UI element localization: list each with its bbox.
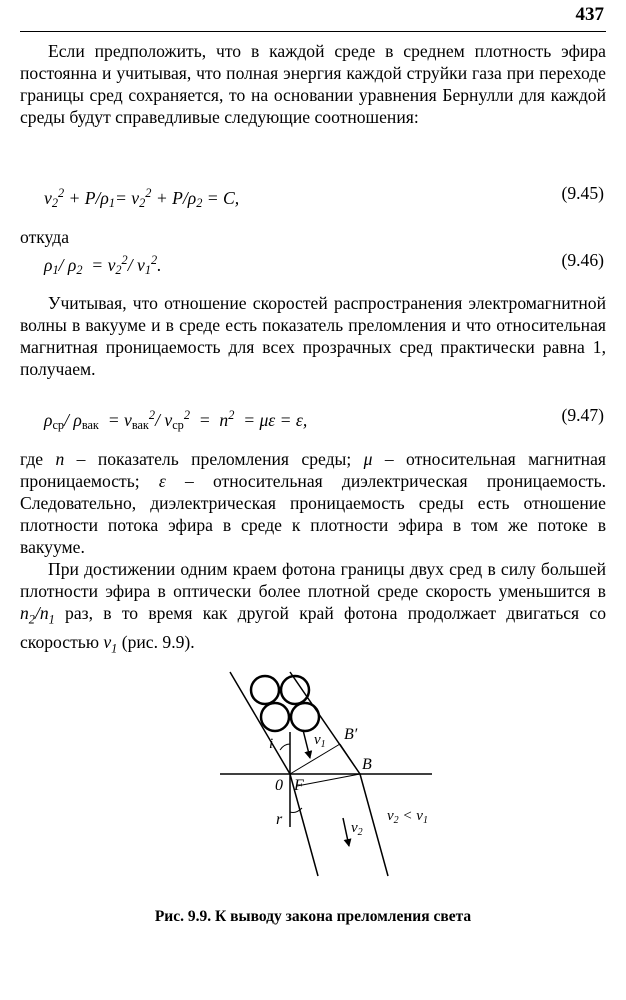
label-f: F [294,777,304,794]
paragraph-1: Если предположить, что в каждой среде в среднем плотность эфира постоянна и учитывая, что полная энергия каждой струйки газа при переходе границы сред сохраняется, то на основании уравнения Бернулли для каждой среды будут справедливые следующие соотношения: [20,41,606,127]
p3-symbol-eps: ε [158,471,166,491]
p4-ratio: $n_2/n_1$ [20,603,55,627]
label-v1: $v_1$ [314,732,326,750]
p3-text-2: – показатель преломления среды; [64,449,364,469]
equation-9-47-formula: $\rho_{ср}/$ $\rho_{вак} = v_{вак}^2/$ $v_{ср}^2 = n^2 = \mu\varepsilon = \varepsilon$, [44,408,308,432]
equation-9-45-number: (9.45) [561,183,604,203]
vortex-circle [291,703,319,731]
refracted-wavefront [297,774,360,786]
wavefront-line [290,744,340,774]
label-condition: $v_2 < v_1$ [387,808,428,826]
equation-9-45 [44,182,604,210]
equation-9-47 [44,404,604,432]
equation-9-46-formula: $\rho_1/$ $\rho_2 = v_2^2/$ $v_1^2$. [44,253,162,277]
vortex-circle [251,676,279,704]
header-rule [20,31,606,32]
refraction-diagram [200,662,460,892]
p4-text-1: При достижении одним краем фотона границы двух сред в силу большей плотности эфира в оптически более плотной среде скорость уменьшится в [20,559,606,601]
paragraph-3 [20,448,606,558]
equation-9-46 [44,249,604,277]
paragraph-2: Учитывая, что отношение скоростей распространения электромагнитной волны в вакууме и в среде есть показатель преломления и что относительная магнитная проницаемость для всех прозрачных сред практически равна 1, получаем. [20,293,606,379]
refracted-right-edge [360,774,388,876]
equation-9-46-number: (9.46) [561,250,604,270]
paragraph-4 [20,558,606,659]
equation-9-47-number: (9.47) [561,405,604,425]
p3-text-4: – относительная диэлектрическая проницаемость. Следовательно, диэлектрическая проницаемость среды есть отношение плотности потока эфира в среде к плотности эфира в том же потоке в вакууме. [20,471,606,557]
p4-text-2: раз, в то время как другой край фотона продолжает двигаться со скоростью [20,603,606,652]
label-b: B [362,756,372,773]
text-otkuda: откуда [20,227,70,247]
path-bprime-b [340,744,360,774]
v2-arrow [343,818,349,846]
p3-symbol-n: n [55,449,65,469]
page-number: 437 [575,4,604,25]
equation-9-45-formula: $v_2^2 + P/\rho_1= v_2^2 + P/\rho_2 = C$, [44,186,240,210]
label-bprime: B′ [344,726,358,743]
label-i: i [269,736,274,752]
p4-v1: $v_1$ [103,631,118,656]
vortex-circle [261,703,289,731]
angle-i-arc [280,744,290,750]
label-v2: $v_2$ [351,820,363,838]
p3-text-1: где [20,449,56,469]
label-r: r [276,811,283,828]
p4-text-3: (рис. 9.9). [117,631,195,652]
v1-arrow [303,730,310,758]
figure-caption: Рис. 9.9. К выводу закона преломления света [154,908,472,925]
figure-9-9 [200,662,460,897]
p3-text-3: – относительная магнитная проницаемость; [20,449,606,491]
label-zero: 0 [275,777,283,794]
p3-symbol-mu: μ [363,449,373,469]
